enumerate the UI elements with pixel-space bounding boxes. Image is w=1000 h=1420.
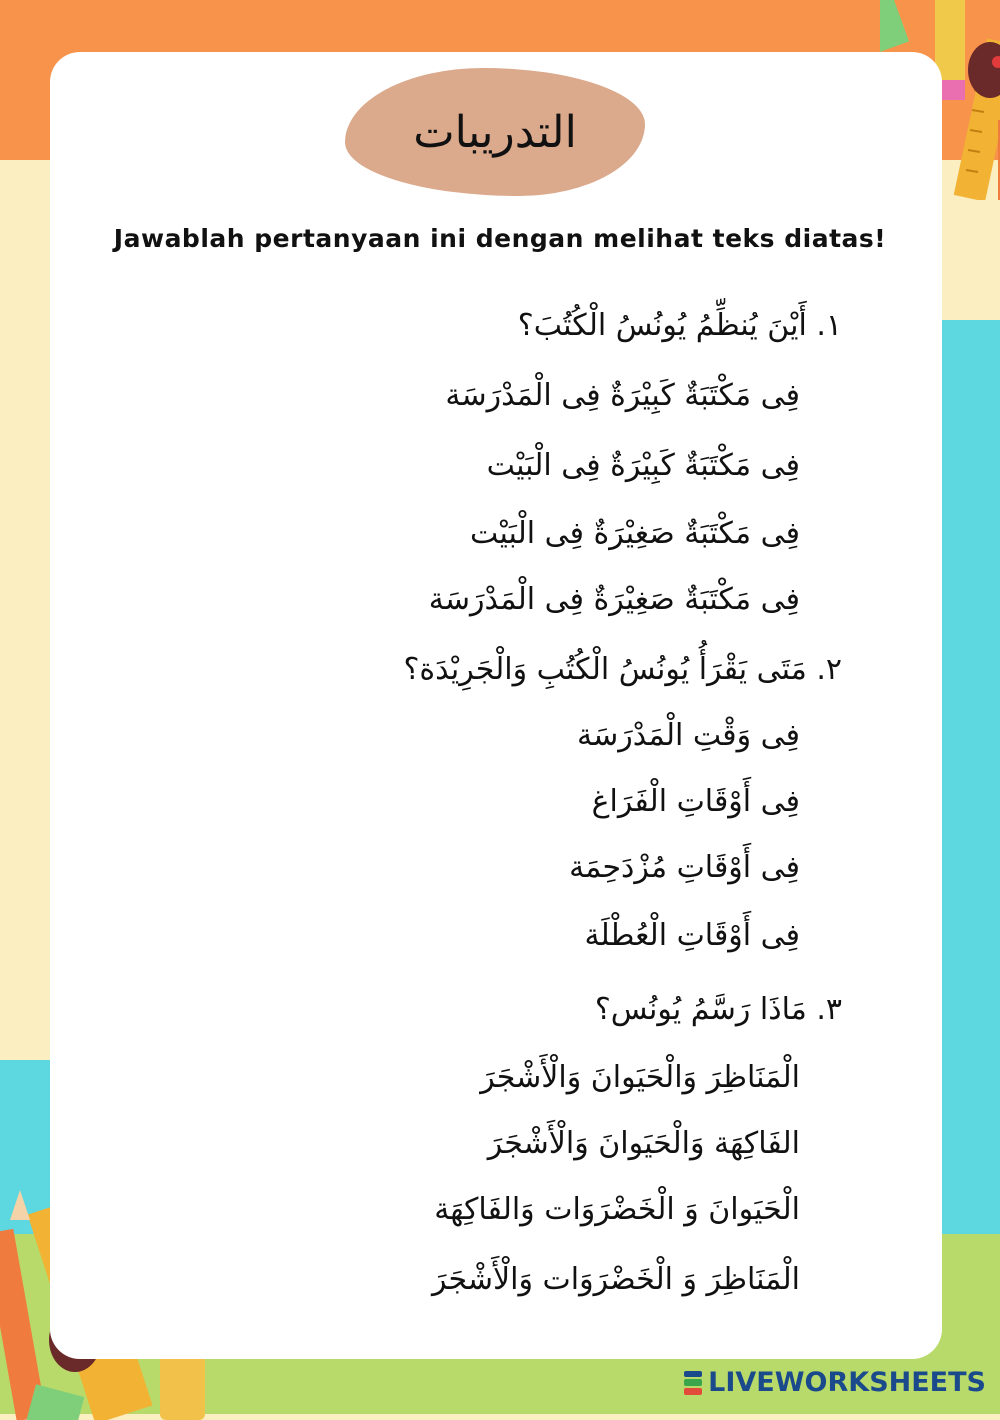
question-1-option-1[interactable]: فِى مَكْتَبَةٌ كَبِيْرَةٌ فِى الْمَدْرَسَة bbox=[445, 378, 800, 413]
question-2-option-1[interactable]: فِى وَقْتِ الْمَدْرَسَة bbox=[577, 718, 800, 753]
question-3: ٣. مَاذَا رَسَّمُ يُونُس؟ bbox=[594, 992, 842, 1027]
question-1-option-3[interactable]: فِى مَكْتَبَةٌ صَغِيْرَةٌ فِى الْبَيْت bbox=[470, 516, 800, 551]
question-3-option-1[interactable]: الْمَنَاظِرَ وَالْحَيَوانَ وَالْأَشْجَرَ bbox=[480, 1060, 800, 1095]
title-banner bbox=[345, 68, 645, 196]
question-1-option-4[interactable]: فِى مَكْتَبَةٌ صَغِيْرَةٌ فِى الْمَدْرَسَة bbox=[428, 582, 800, 617]
liveworksheets-logo-icon bbox=[684, 1371, 702, 1395]
question-2-option-3[interactable]: فِى أَوْقَاتِ مُزْدَحِمَة bbox=[569, 850, 800, 885]
page-title: التدريبات bbox=[413, 106, 577, 158]
liveworksheets-logo[interactable] bbox=[684, 1367, 986, 1398]
question-1-option-2[interactable]: فِى مَكْتَبَةٌ كَبِيْرَةٌ فِى الْبَيْت bbox=[486, 448, 800, 483]
question-3-option-3[interactable]: الْحَيَوانَ وَ الْخَضْرَوَات وَالفَاكِهَة bbox=[434, 1192, 800, 1227]
question-3-option-4[interactable]: الْمَنَاظِرَ وَ الْخَضْرَوَات وَالْأَشْجَرَ bbox=[432, 1262, 800, 1297]
question-1: ١. أَيْنَ يُنظِّمُ يُونُسُ الْكُتُبَ؟ bbox=[517, 308, 842, 343]
logo-text: LIVEWORKSHEETS bbox=[708, 1367, 986, 1398]
question-2-option-4[interactable]: فِى أَوْقَاتِ الْعُطْلَة bbox=[584, 918, 800, 953]
question-3-option-2[interactable]: الفَاكِهَة وَالْحَيَوانَ وَالْأَشْجَرَ bbox=[487, 1126, 800, 1161]
question-2-option-2[interactable]: فِى أَوْقَاتِ الْفَرَاغ bbox=[591, 784, 800, 819]
instruction-text: Jawablah pertanyaan ini dengan melihat teks diatas! bbox=[113, 224, 887, 253]
question-2: ٢. مَتَى يَقْرَأُ يُونُسُ الْكُتُبِ وَالْجَرِيْدَة؟ bbox=[403, 652, 842, 687]
